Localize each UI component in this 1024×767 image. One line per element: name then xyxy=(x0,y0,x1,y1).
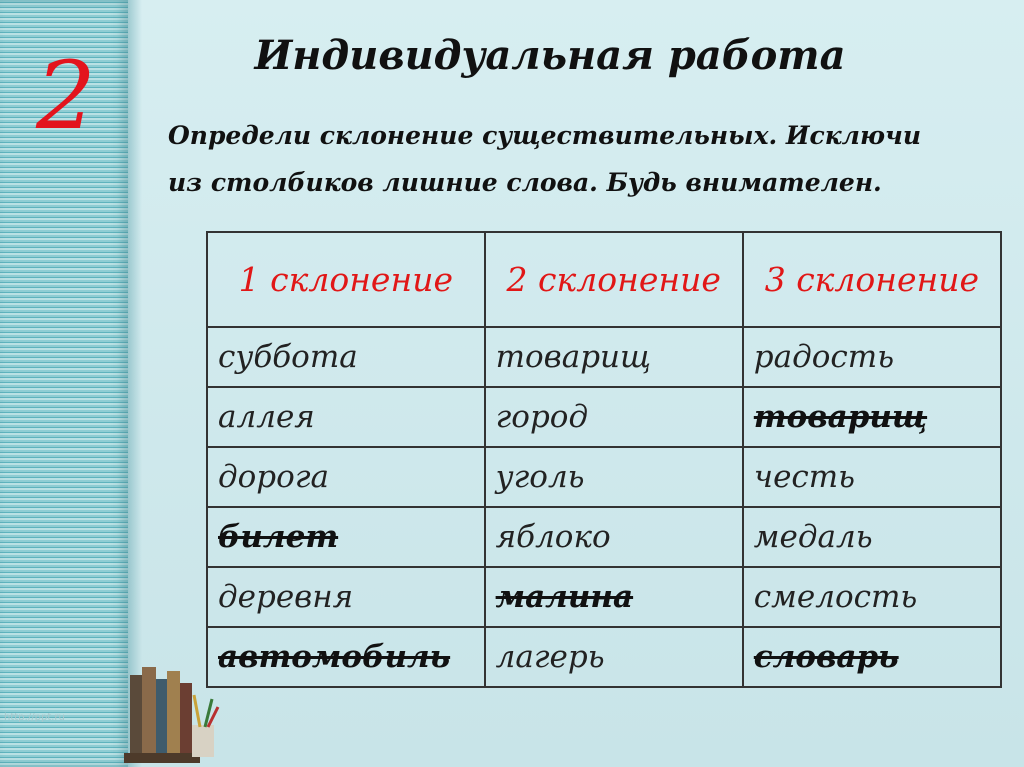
table-cell xyxy=(207,387,485,447)
instruction-line-2: из столбиков лишние слова. Будь внимателен. xyxy=(168,168,882,197)
table-row xyxy=(207,447,1001,507)
word: товарищ xyxy=(495,339,652,375)
table-cell xyxy=(743,327,1001,387)
header-cell: 3 склонение xyxy=(743,232,1001,327)
struck-word: словарь xyxy=(753,639,899,675)
table-row xyxy=(207,387,1001,447)
word: деревня xyxy=(218,579,354,615)
table-cell xyxy=(485,387,743,447)
table-cell xyxy=(485,507,743,567)
table-cell xyxy=(485,567,743,627)
page-title: Индивидуальная работа xyxy=(254,32,846,79)
slide-number: 2 xyxy=(36,42,96,151)
books-stack-icon xyxy=(120,655,230,765)
word: аллея xyxy=(218,399,315,435)
table-cell xyxy=(207,567,485,627)
struck-word: малина xyxy=(495,579,634,615)
word: яблоко xyxy=(495,519,611,555)
header-cell: 2 склонение xyxy=(485,232,743,327)
table-cell xyxy=(743,627,1001,687)
instruction-line-1: Определи склонение существительных. Исключи xyxy=(168,121,922,150)
table-row xyxy=(207,507,1001,567)
word: уголь xyxy=(495,459,585,495)
watermark: http://ppt.ru xyxy=(4,712,65,723)
word: смелость xyxy=(753,579,918,615)
table-cell xyxy=(485,327,743,387)
word: медаль xyxy=(753,519,873,555)
struck-word: билет xyxy=(218,519,339,555)
header-cell: 1 склонение xyxy=(207,232,485,327)
word: дорога xyxy=(218,459,329,495)
word: лагерь xyxy=(495,639,605,675)
declension-table xyxy=(206,231,1002,688)
instruction-text xyxy=(168,112,948,206)
table-header-row xyxy=(207,232,1001,327)
word: честь xyxy=(753,459,856,495)
table-cell xyxy=(743,447,1001,507)
table-cell xyxy=(207,627,485,687)
table-cell xyxy=(207,447,485,507)
table-cell xyxy=(743,387,1001,447)
table-cell xyxy=(207,327,485,387)
table-row xyxy=(207,327,1001,387)
word: город xyxy=(495,399,589,435)
table-cell xyxy=(485,627,743,687)
table-row xyxy=(207,567,1001,627)
struck-word: автомобиль xyxy=(218,639,451,675)
table-cell xyxy=(485,447,743,507)
word: суббота xyxy=(218,339,358,375)
table-cell xyxy=(743,507,1001,567)
struck-word: товарищ xyxy=(753,399,928,435)
table-cell xyxy=(743,567,1001,627)
table-cell xyxy=(207,507,485,567)
table-row xyxy=(207,627,1001,687)
word: радость xyxy=(753,339,895,375)
